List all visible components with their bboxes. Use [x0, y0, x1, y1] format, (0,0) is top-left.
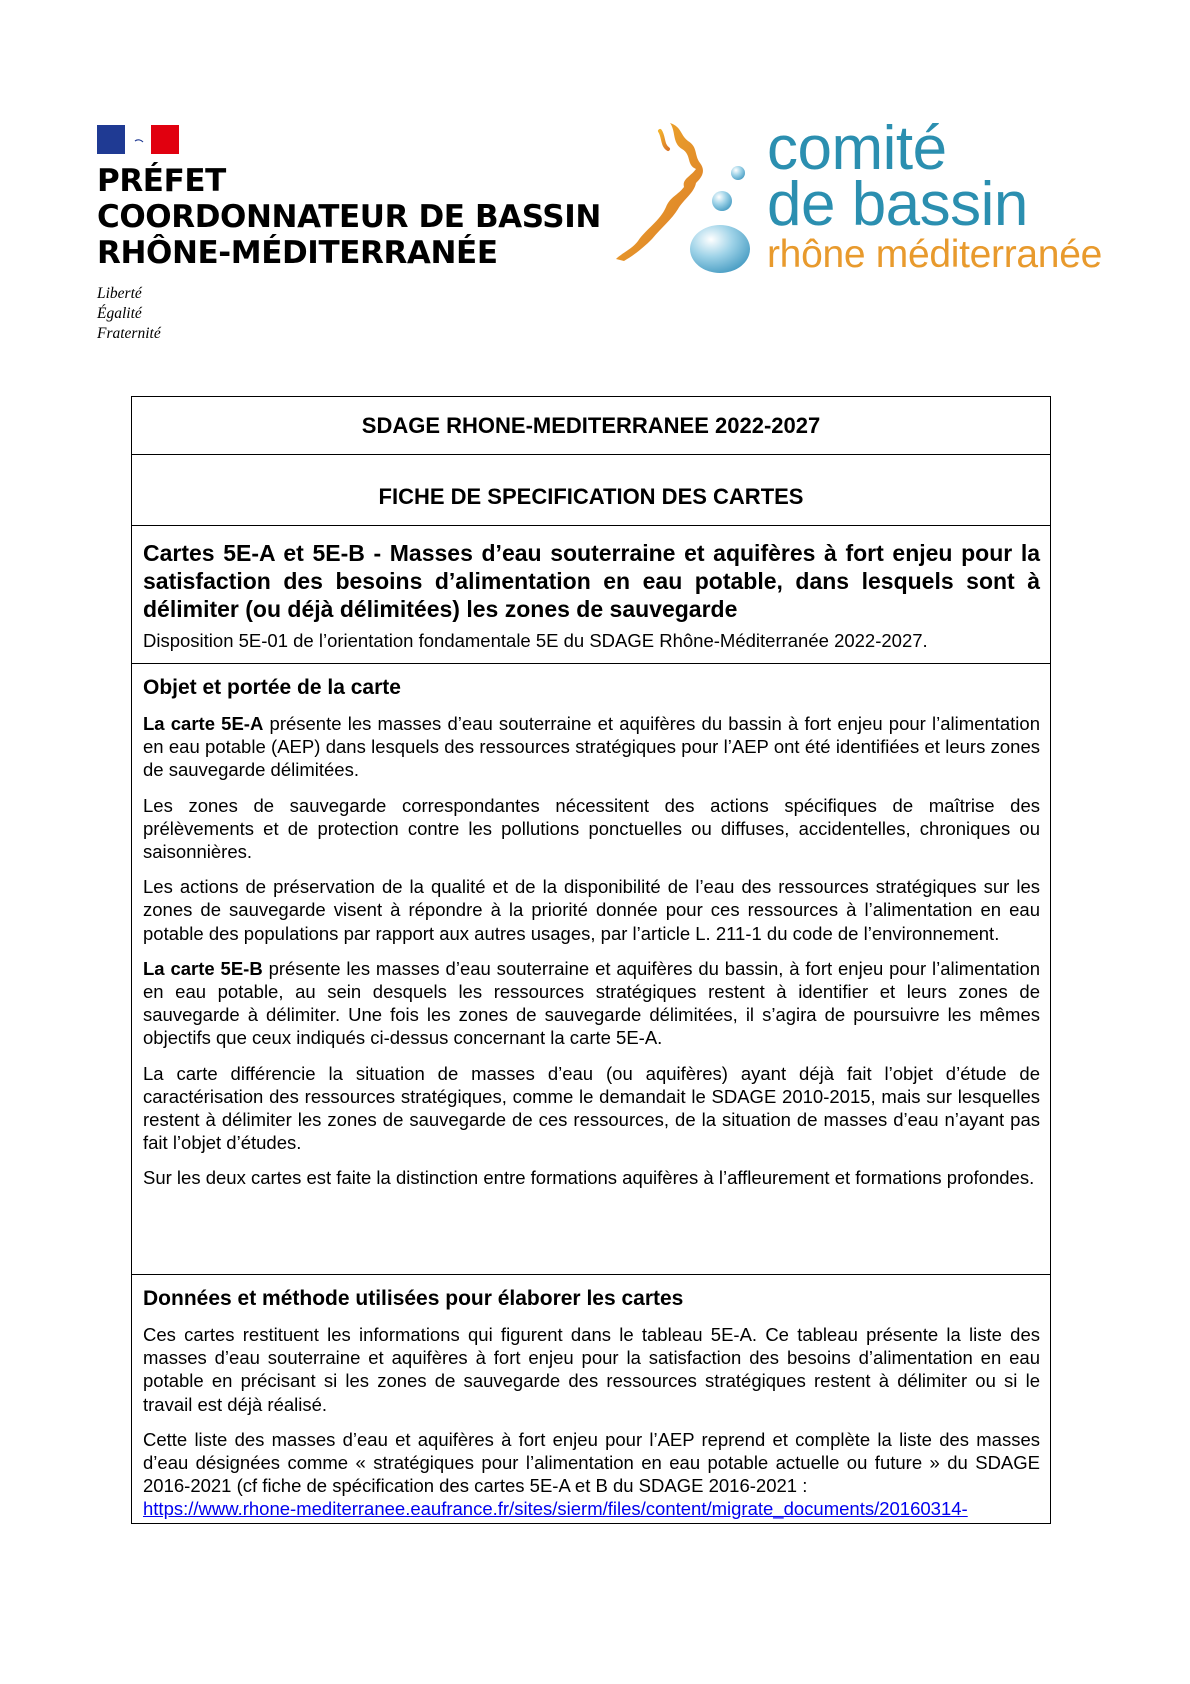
logo-text-comite: comité	[767, 114, 947, 183]
paragraph: Ces cartes restituent les informations qui figurent dans le tableau 5E-A. Ce tableau présente la liste des masses d’eau souterraine et aquifères à fort enjeu pour la satisfaction des besoins d’alimentation en eau potable en précisant si les zones de sauvegarde des ressources stratégiques restent à délimiter ou si le travail est déjà réalisé.	[143, 1324, 1040, 1415]
document-link[interactable]: https://www.rhone-mediterranee.eaufrance.fr/sites/sierm/files/content/migrate_documents/20160314-	[143, 1498, 968, 1520]
section-objet-portee	[132, 664, 1050, 1275]
disposition-reference: Disposition 5E-01 de l’orientation fondamentale 5E du SDAGE Rhône-Méditerranée 2022-2027.	[143, 630, 928, 651]
logo-text-de-bassin: de bassin	[767, 170, 1028, 239]
sheet-title: SDAGE RHONE-MEDITERRANEE 2022-2027	[132, 397, 1050, 455]
sheet-subtitle: FICHE DE SPECIFICATION DES CARTES	[132, 455, 1050, 526]
marianne-logo	[97, 125, 179, 154]
prefet-line: RHÔNE-MÉDITERRANÉE	[97, 235, 498, 271]
paragraph: La carte différencie la situation de masses d’eau (ou aquifères) ayant déjà fait l’objet d’étude de caractérisation des ressources stratégiques, comme le demandait le SDAGE 2010-2015, mais sur lesquelles restent à délimiter les zones de sauvegarde de ces ressources, de la situation de masses d’eau n’ayant pas fait l’objet d’études.	[143, 1062, 1040, 1154]
motto-line: Fraternité	[97, 325, 161, 342]
prefet-block	[97, 125, 617, 344]
comite-de-bassin-logo	[612, 114, 1132, 287]
paragraph	[143, 957, 1040, 1050]
paragraph-text: présente les masses d’eau souterraine et aquifères du bassin à fort enjeu pour l’alimentation en eau potable (AEP) dans lesquels des ressources stratégiques pour l’AEP ont été identifiées et leurs zones de sauvegarde délimitées.	[143, 713, 1040, 781]
paragraph-text: Cette liste des masses d’eau et aquifères à fort enjeu pour l’AEP reprend et complète la liste des masses d’eau désignées comme « stratégiques pour l’alimentation en eau potable actuelle ou future » du SDAGE 2016-2021 (cf fiche de spécification des cartes 5E-A et B du SDAGE 2016-2021 :	[143, 1428, 1040, 1497]
paragraph	[143, 712, 1040, 782]
paragraph	[143, 1428, 1040, 1521]
bold-label: La carte 5E-A	[143, 713, 264, 734]
prefet-title	[97, 163, 617, 271]
section-donnees-methode	[132, 1275, 1050, 1521]
specification-sheet	[131, 396, 1051, 1524]
motto-line: Égalité	[97, 305, 142, 322]
basin-outline-drop-icon	[612, 121, 762, 286]
paragraph: Sur les deux cartes est faite la distinction entre formations aquifères à l’affleurement et formations profondes.	[143, 1167, 1035, 1189]
republic-motto	[97, 284, 617, 344]
paragraph-text: présente les masses d’eau souterraine et aquifères du bassin, à fort enjeu pour l’alimentation en eau potable, au sein desquels les ressources stratégiques restent à identifier et leurs zones de sauvegarde à délimiter. Une fois les zones de sauvegarde délimitées, il s’agira de poursuivre les mêmes objectifs que ceux indiqués ci-dessus concernant la carte 5E-A.	[143, 957, 1041, 1049]
cards-title: Cartes 5E-A et 5E-B - Masses d’eau souterraine et aquifères à fort enjeu pour la satisfaction des besoins d’alimentation en eau potable, dans lesquels sont à délimiter (ou déjà délimitées) les zones de sauvegarde	[143, 540, 1040, 622]
bold-label: La carte 5E-B	[143, 957, 263, 979]
prefet-line: PRÉFET	[97, 163, 226, 199]
marianne-profile-icon	[121, 128, 155, 152]
prefet-line: COORDONNATEUR DE BASSIN	[97, 199, 601, 235]
section-heading: Objet et portée de la carte	[143, 676, 401, 699]
logo-text-rhone-mediterranee: rhône méditerranée	[767, 233, 1102, 276]
cards-heading-block	[132, 526, 1050, 664]
section-heading: Données et méthode utilisées pour élaborer les cartes	[143, 1287, 684, 1310]
paragraph: Les actions de préservation de la qualité et de la disponibilité de l’eau des ressources stratégiques sur les zones de sauvegarde visent à répondre à la priorité donnée pour ces ressources à l’alimentation en eau potable des populations par rapport aux autres usages, par l’article L. 211-1 du code de l’environnement.	[143, 876, 1040, 944]
motto-line: Liberté	[97, 285, 142, 302]
paragraph: Les zones de sauvegarde correspondantes nécessitent des actions spécifiques de maîtrise des prélèvements et de protection contre les pollutions ponctuelles ou diffuses, accidentelles, chroniques ou saisonnières.	[143, 794, 1040, 863]
